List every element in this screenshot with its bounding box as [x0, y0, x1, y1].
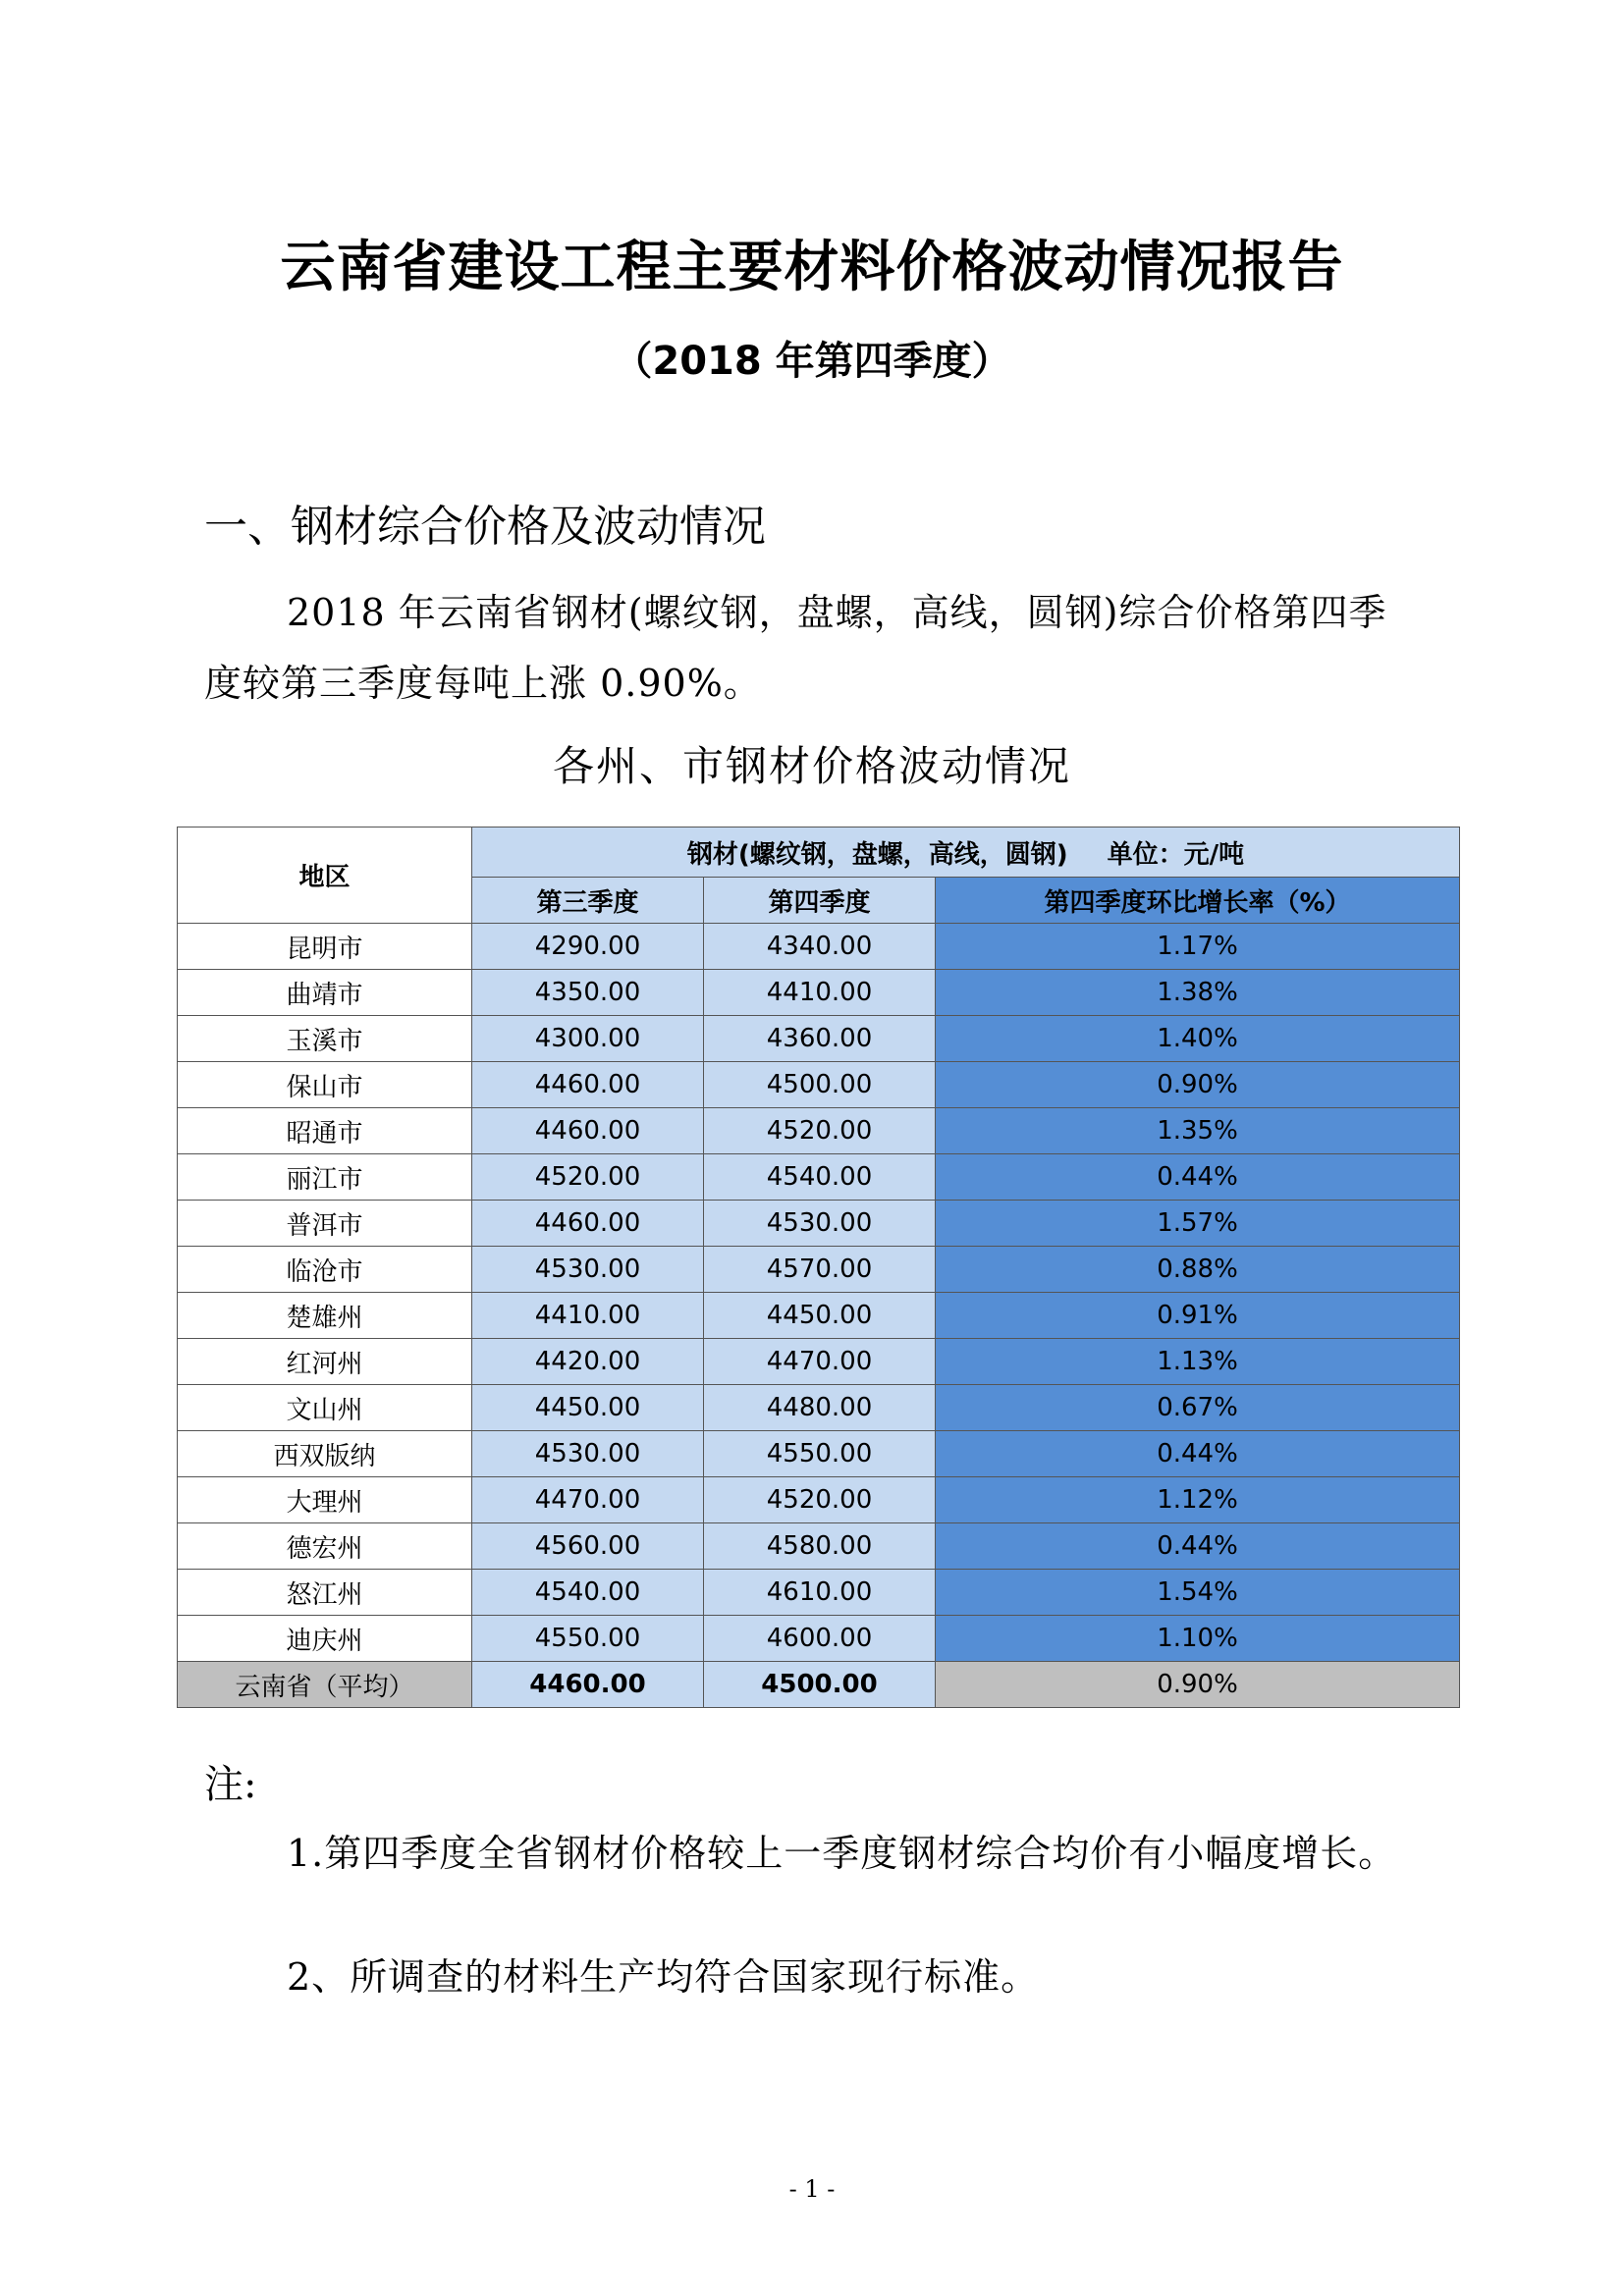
- header-unit: 单位：元/吨: [1107, 839, 1245, 870]
- cell-growth: 1.13%: [936, 1339, 1460, 1385]
- table-row: [178, 1570, 1460, 1616]
- cell-growth: 1.57%: [936, 1201, 1460, 1247]
- table-total-row: [178, 1662, 1460, 1708]
- total-growth: 0.90%: [936, 1662, 1460, 1708]
- cell-region: 迪庆州: [178, 1616, 472, 1662]
- cell-growth: 1.38%: [936, 970, 1460, 1016]
- report-subtitle: （2018 年第四季度）: [613, 339, 1011, 384]
- steel-price-table: [177, 827, 1460, 1708]
- notes-label: 注:: [204, 1762, 257, 1807]
- total-region: 云南省（平均）: [178, 1662, 472, 1708]
- cell-region: 保山市: [178, 1062, 472, 1108]
- cell-q4: 4500.00: [704, 1062, 936, 1108]
- cell-region: 昭通市: [178, 1108, 472, 1154]
- cell-q3: 4420.00: [472, 1339, 704, 1385]
- header-material-group: [472, 828, 1460, 878]
- cell-growth: 0.67%: [936, 1385, 1460, 1431]
- cell-q3: 4530.00: [472, 1247, 704, 1293]
- cell-q4: 4450.00: [704, 1293, 936, 1339]
- total-q4: 4500.00: [704, 1662, 936, 1708]
- cell-region: 德宏州: [178, 1523, 472, 1570]
- cell-q4: 4360.00: [704, 1016, 936, 1062]
- cell-q3: 4460.00: [472, 1201, 704, 1247]
- note-2: 2、所调查的材料生产均符合国家现行标准。: [287, 1955, 1040, 1999]
- table-row: [178, 1108, 1460, 1154]
- cell-q3: 4540.00: [472, 1570, 704, 1616]
- cell-q4: 4410.00: [704, 970, 936, 1016]
- note-1: 1.第四季度全省钢材价格较上一季度钢材综合均价有小幅度增长。: [287, 1832, 1397, 1875]
- cell-growth: 0.44%: [936, 1431, 1460, 1477]
- cell-q3: 4410.00: [472, 1293, 704, 1339]
- cell-q4: 4470.00: [704, 1339, 936, 1385]
- cell-q4: 4580.00: [704, 1523, 936, 1570]
- cell-region: 怒江州: [178, 1570, 472, 1616]
- total-q3: 4460.00: [472, 1662, 704, 1708]
- table-row: [178, 1154, 1460, 1201]
- cell-growth: 0.44%: [936, 1523, 1460, 1570]
- cell-q4: 4340.00: [704, 924, 936, 970]
- cell-region: 昆明市: [178, 924, 472, 970]
- cell-q3: 4470.00: [472, 1477, 704, 1523]
- cell-region: 临沧市: [178, 1247, 472, 1293]
- cell-growth: 1.12%: [936, 1477, 1460, 1523]
- cell-growth: 0.88%: [936, 1247, 1460, 1293]
- table-row: [178, 1477, 1460, 1523]
- cell-region: 丽江市: [178, 1154, 472, 1201]
- cell-q3: 4550.00: [472, 1616, 704, 1662]
- cell-q3: 4560.00: [472, 1523, 704, 1570]
- table-row: [178, 1062, 1460, 1108]
- cell-q4: 4570.00: [704, 1247, 936, 1293]
- cell-q4: 4610.00: [704, 1570, 936, 1616]
- cell-q3: 4520.00: [472, 1154, 704, 1201]
- cell-region: 文山州: [178, 1385, 472, 1431]
- cell-growth: 1.17%: [936, 924, 1460, 970]
- cell-growth: 1.10%: [936, 1616, 1460, 1662]
- table-row: [178, 1201, 1460, 1247]
- cell-growth: 0.91%: [936, 1293, 1460, 1339]
- header-q4: 第四季度: [704, 878, 936, 924]
- table-row: [178, 1523, 1460, 1570]
- table-row: [178, 1293, 1460, 1339]
- cell-q4: 4540.00: [704, 1154, 936, 1201]
- cell-q3: 4300.00: [472, 1016, 704, 1062]
- cell-growth: 0.90%: [936, 1062, 1460, 1108]
- cell-growth: 0.44%: [936, 1154, 1460, 1201]
- cell-q3: 4450.00: [472, 1385, 704, 1431]
- cell-region: 玉溪市: [178, 1016, 472, 1062]
- cell-q4: 4600.00: [704, 1616, 936, 1662]
- header-material: 钢材(螺纹钢，盘螺，高线，圆钢): [686, 839, 1068, 870]
- cell-q4: 4520.00: [704, 1108, 936, 1154]
- cell-q4: 4550.00: [704, 1431, 936, 1477]
- cell-q4: 4520.00: [704, 1477, 936, 1523]
- table-row: [178, 1247, 1460, 1293]
- header-q3: 第三季度: [472, 878, 704, 924]
- cell-q3: 4530.00: [472, 1431, 704, 1477]
- intro-paragraph: 2018 年云南省钢材(螺纹钢，盘螺，高线，圆钢)综合价格第四季度较第三季度每吨上涨 0.90%。: [204, 591, 1387, 705]
- cell-region: 楚雄州: [178, 1293, 472, 1339]
- table-caption: 各州、市钢材价格波动情况: [552, 742, 1071, 790]
- table-row: [178, 924, 1460, 970]
- cell-region: 曲靖市: [178, 970, 472, 1016]
- report-title: 云南省建设工程主要材料价格波动情况报告: [280, 236, 1344, 299]
- cell-region: 普洱市: [178, 1201, 472, 1247]
- table-row: [178, 1385, 1460, 1431]
- page-number: - 1 -: [788, 2175, 836, 2203]
- cell-q3: 4290.00: [472, 924, 704, 970]
- table-row: [178, 1616, 1460, 1662]
- cell-region: 西双版纳: [178, 1431, 472, 1477]
- cell-q3: 4460.00: [472, 1062, 704, 1108]
- table-row: [178, 1339, 1460, 1385]
- table-row: [178, 970, 1460, 1016]
- cell-growth: 1.54%: [936, 1570, 1460, 1616]
- table-body: [178, 924, 1460, 1708]
- cell-q4: 4480.00: [704, 1385, 936, 1431]
- cell-region: 大理州: [178, 1477, 472, 1523]
- cell-q3: 4350.00: [472, 970, 704, 1016]
- header-growth: 第四季度环比增长率（%）: [936, 878, 1460, 924]
- table-row: [178, 1016, 1460, 1062]
- section-heading: 一、钢材综合价格及波动情况: [204, 502, 766, 552]
- cell-q3: 4460.00: [472, 1108, 704, 1154]
- header-region: 地区: [178, 828, 472, 924]
- cell-q4: 4530.00: [704, 1201, 936, 1247]
- cell-region: 红河州: [178, 1339, 472, 1385]
- table-row: [178, 1431, 1460, 1477]
- cell-growth: 1.40%: [936, 1016, 1460, 1062]
- cell-growth: 1.35%: [936, 1108, 1460, 1154]
